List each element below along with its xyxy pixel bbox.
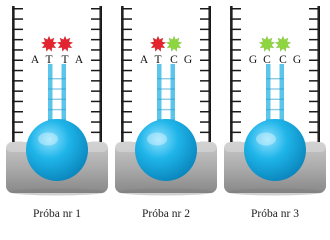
ladder-rung-left <box>12 8 23 10</box>
base-letter-3: T <box>61 54 69 66</box>
ladder-rung-left <box>121 49 132 51</box>
green-star-icon <box>166 36 182 52</box>
ladder-left-rail <box>12 6 15 152</box>
red-star-icon <box>150 36 166 52</box>
ladder-rung-right <box>200 70 211 72</box>
ladder-rung-right <box>200 60 211 62</box>
ladder-rung-left <box>12 60 23 62</box>
base-letter-4: A <box>74 54 84 66</box>
ladder-rung-right <box>200 101 211 103</box>
ladder-rung-left <box>230 18 241 20</box>
ladder-rung-right <box>309 60 320 62</box>
ladder-rung-left <box>121 60 132 62</box>
ladder-rung-right <box>91 8 102 10</box>
ladder-rung-right <box>309 121 320 123</box>
ladder-rung-right <box>200 132 211 134</box>
ladder-rung-right <box>91 29 102 31</box>
stem-rung <box>157 99 175 100</box>
ladder-rung-right <box>91 49 102 51</box>
base-letter-3: C <box>279 54 287 66</box>
ladder-rung-left <box>121 8 132 10</box>
base-letter-1: A <box>30 54 40 66</box>
bulb-highlight <box>147 133 167 146</box>
ladder-rung-right <box>200 39 211 41</box>
ladder-left-rail <box>121 6 124 152</box>
ladder-rung-left <box>12 132 23 134</box>
ladder-rung-right <box>309 111 320 113</box>
thermometer-bulb <box>244 119 306 181</box>
ladder-right-rail <box>99 6 102 152</box>
ladder-rung-left <box>12 90 23 92</box>
ladder-right-rail <box>208 6 211 152</box>
ladder-rung-right <box>91 121 102 123</box>
ladder-rung-left <box>230 80 241 82</box>
base-shadow <box>118 189 214 196</box>
base-letter-4: G <box>292 54 302 66</box>
ladder-rung-right <box>200 29 211 31</box>
stem-rung <box>266 109 284 110</box>
sample-panel-2 <box>115 6 217 196</box>
sample-panel-3 <box>224 6 326 196</box>
caption-sample-2: Próba nr 2 <box>142 208 190 220</box>
caption-sample-1: Próba nr 1 <box>33 208 81 220</box>
ladder-rung-right <box>309 90 320 92</box>
base-shadow <box>227 189 323 196</box>
ladder-rung-right <box>91 132 102 134</box>
base-letter-1: A <box>139 54 149 66</box>
ladder-rung-right <box>200 111 211 113</box>
stem-rung <box>266 78 284 79</box>
base-letter-4: G <box>183 54 193 66</box>
sample-panel-1 <box>6 6 108 196</box>
ladder-rung-right <box>200 18 211 20</box>
ladder-rung-left <box>121 101 132 103</box>
stem-rung <box>48 99 66 100</box>
ladder-rung-right <box>91 80 102 82</box>
thermometer-bulb <box>26 119 88 181</box>
ladder-rung-left <box>12 70 23 72</box>
ladder-rung-right <box>309 80 320 82</box>
ladder-rung-left <box>121 132 132 134</box>
base-letter-2: T <box>45 54 53 66</box>
red-star-icon <box>41 36 57 52</box>
ladder-rung-left <box>230 90 241 92</box>
stem-rung <box>157 78 175 79</box>
ladder-rung-right <box>309 101 320 103</box>
ladder-rung-right <box>91 18 102 20</box>
ladder-rung-left <box>12 121 23 123</box>
ladder-rung-left <box>121 111 132 113</box>
ladder-rung-right <box>91 90 102 92</box>
green-star-icon <box>275 36 291 52</box>
stem-rung <box>48 78 66 79</box>
base-shadow <box>9 189 105 196</box>
ladder-rung-left <box>230 111 241 113</box>
stem-rung <box>48 109 66 110</box>
ladder-rung-left <box>121 70 132 72</box>
ladder-rung-left <box>230 70 241 72</box>
bulb-highlight <box>38 133 58 146</box>
ladder-rung-right <box>200 121 211 123</box>
ladder-rung-right <box>91 101 102 103</box>
ladder-rung-right <box>309 132 320 134</box>
base-letter-2: C <box>263 54 271 66</box>
base-letter-3: C <box>170 54 178 66</box>
stem-rung <box>266 88 284 89</box>
ladder-rung-left <box>230 49 241 51</box>
stem-rung <box>48 88 66 89</box>
ladder-rung-right <box>309 39 320 41</box>
ladder-rung-left <box>12 49 23 51</box>
ladder-rung-right <box>91 39 102 41</box>
red-star-icon <box>57 36 73 52</box>
ladder-rung-right <box>309 70 320 72</box>
ladder-rung-left <box>121 90 132 92</box>
stem-rung <box>266 99 284 100</box>
ladder-rung-left <box>12 111 23 113</box>
stem-rung <box>157 109 175 110</box>
ladder-rung-left <box>230 29 241 31</box>
ladder-rung-left <box>230 121 241 123</box>
ladder-rung-left <box>12 18 23 20</box>
ladder-rung-left <box>121 80 132 82</box>
green-star-icon <box>259 36 275 52</box>
base-letter-1: G <box>248 54 258 66</box>
ladder-rung-left <box>230 8 241 10</box>
ladder-rung-right <box>91 60 102 62</box>
ladder-rung-left <box>230 39 241 41</box>
ladder-rung-left <box>12 80 23 82</box>
ladder-rung-right <box>200 49 211 51</box>
ladder-rung-left <box>12 29 23 31</box>
stem-rung <box>157 88 175 89</box>
ladder-rung-right <box>309 49 320 51</box>
ladder-rung-right <box>200 80 211 82</box>
ladder-rung-right <box>200 8 211 10</box>
ladder-rung-left <box>230 60 241 62</box>
ladder-rung-left <box>12 39 23 41</box>
ladder-rung-left <box>230 101 241 103</box>
bulb-highlight <box>256 133 276 146</box>
ladder-rung-left <box>121 39 132 41</box>
caption-sample-3: Próba nr 3 <box>251 208 299 220</box>
thermometer-bulb <box>135 119 197 181</box>
ladder-rung-left <box>121 18 132 20</box>
ladder-rung-right <box>309 29 320 31</box>
ladder-rung-right <box>200 90 211 92</box>
ladder-rung-right <box>309 18 320 20</box>
ladder-rung-left <box>12 101 23 103</box>
ladder-rung-right <box>91 70 102 72</box>
ladder-rung-right <box>91 111 102 113</box>
ladder-rung-left <box>121 121 132 123</box>
ladder-rung-right <box>309 8 320 10</box>
ladder-right-rail <box>317 6 320 152</box>
base-letter-2: T <box>154 54 162 66</box>
ladder-left-rail <box>230 6 233 152</box>
ladder-rung-left <box>121 29 132 31</box>
ladder-rung-left <box>230 132 241 134</box>
